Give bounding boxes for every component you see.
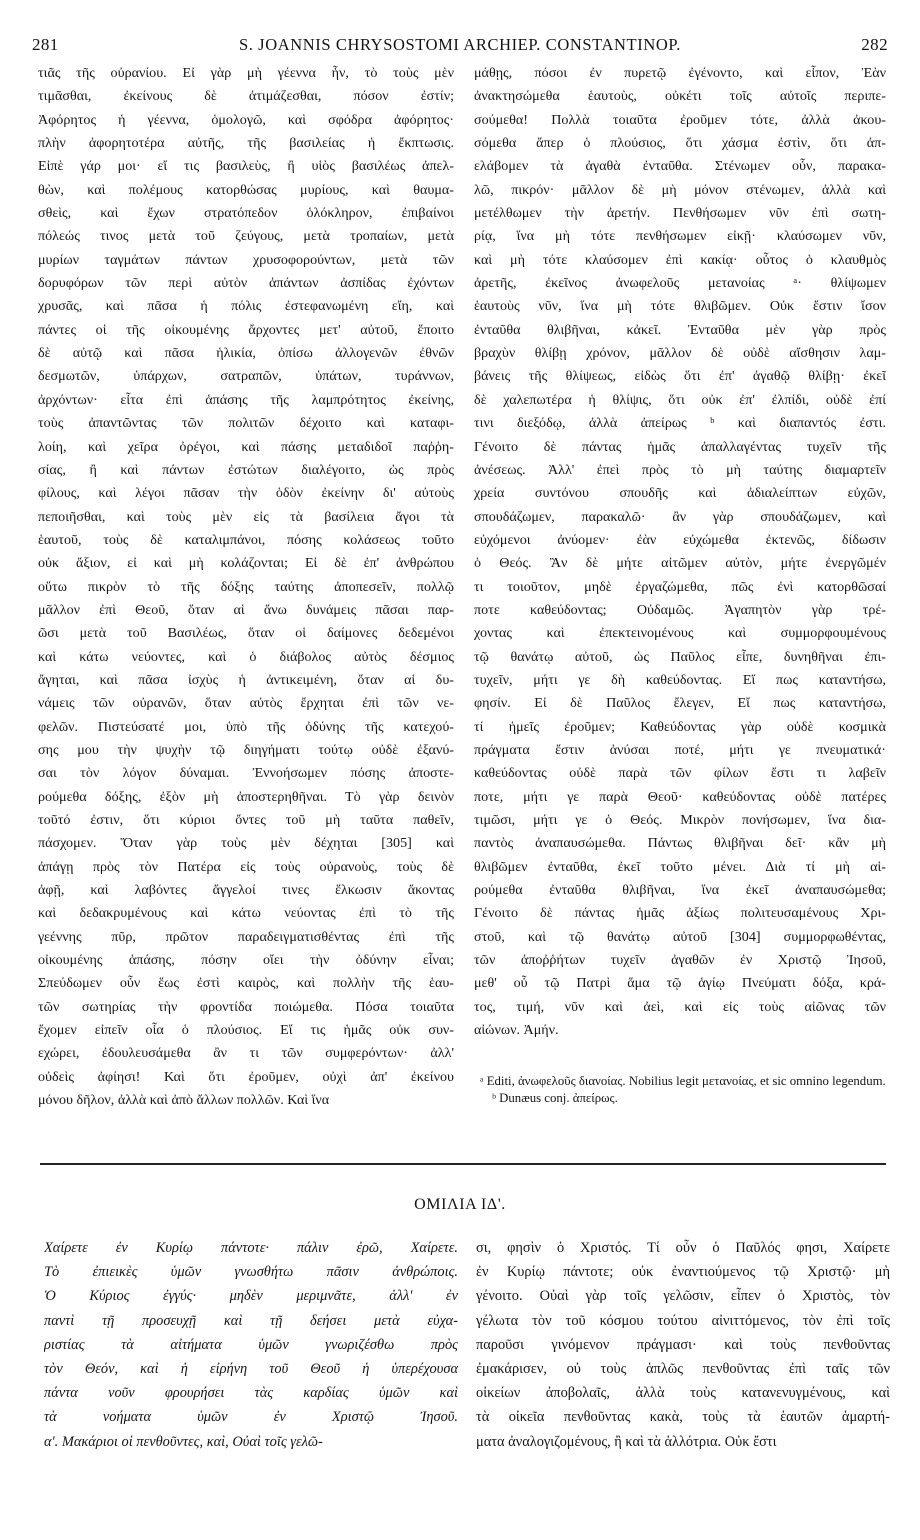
text-line: ἀνέσεως. Ἀλλ' ἐπεὶ πρὸς τὸ μὴ ταύτης διαμαρτεῖν [474,461,886,478]
text-line: καθεύδοντας οὐδὲ παρὰ τῶν φίλων ἔστι τι λαβεῖν [474,765,886,782]
text-line: πάσχομεν. Ὅταν γὰρ τοὺς μὲν δέχηται [305] καὶ [38,835,454,852]
text-line: λοίη, καὶ χεῖρα ὀρέγοι, καὶ πάσης μεταδιδοῖ παῤῥη- [38,438,454,455]
scripture-line: Χαίρετε ἐν Κυρίῳ πάντοτε· πάλιν ἐρῶ, Χαίρετε. [44,1240,458,1256]
text-line: ἀπάγῃ πρὸς τὸν Πατέρα εἰς τοὺς οὐρανοὺς, τοὺς δὲ [38,858,454,875]
text-line: μεθ' οὗ τῷ Πατρὶ ἅμα τῷ ἁγίῳ Πνεύματι δόξα, κρά- [474,975,886,992]
text-line: τῷ θανάτῳ αὐτοῦ, ὡς Παῦλος εἶπε, δυνηθῆναι ἐπι- [474,648,886,665]
text-line: τί ἡμεῖς ἐροῦμεν; Καθεύδοντας γὰρ οὐδὲ κοσμικὰ [474,718,886,735]
text-line: δορυφόρων τῶν περὶ αὐτὸν ἁπάντων ἀσπίδας ἐχόντων [38,275,454,292]
text-line: πλὴν ἀφορητοτέρα αὐτῆς, τῆς βασιλείας ἡ ἔκπτωσις. [38,135,454,152]
text-line: οὐδεὶς ἀφίησι! Καὶ ὅτι ἐροῦμεν, οὐχὶ ἀπ' ἐκείνου [38,1068,454,1085]
text-line: πάντες οἱ τῆς οἰκουμένης ἄρχοντες μετ' αὐτοῦ, ἕποιτο [38,321,454,338]
left-column [38,62,454,1112]
text-line: παντὸς ἀναπαυσώμεθα. Πάντως θλιβῆναι δεῖ· κἂν μὴ [474,835,886,852]
scripture-line: α'. Μακάριοι οἱ πενθοῦντες, καὶ, Οὐαὶ τοῖς γελῶ- [44,1433,323,1450]
text-line: οὕτω πικρὸν τὸ τῆς δόξης ταύτης ἀποπεσεῖν, πολλῷ [38,578,454,595]
text-line: βάνεις τῆς θλίψεως, εἰδὼς ὅτι ἐπ' ἀγαθῷ θλίβῃ· ἐκεῖ [474,368,886,385]
text-line: εχώρει, ἐδουλευσάμεθα ἂν τι τῶν συμφερόντων· ἀλλ' [38,1045,454,1062]
text-line: ρίᾳ, ἵνα μὴ τότε πενθήσωμεν εἰκῇ· κλαύσωμεν νῦν, [474,228,886,245]
text-line: ρούμεθα ἐνταῦθα θλιβῆναι, ἵνα ἐκεῖ ἀναπαυσώμεθα; [474,882,886,899]
text-line: βραχὺν θλίβῃ χρόνον, μᾶλλον δὲ οὐδὲ αἴσθησιν λαμ- [474,345,886,362]
text-line: Γένοιτο δὲ πάντας ἡμᾶς ἀξίως πολιτευσαμένους Χρι- [474,905,886,922]
text-line: ελάβομεν τὰ ἀγαθὰ ἐνταῦθα. Στένωμεν οὖν, παρακα- [474,158,886,175]
running-head [32,34,888,56]
text-line: δεσμωτῶν, ὑπάρχων, σατραπῶν, ὑπάτων, τυράννων, [38,368,454,385]
scripture-line: τὸν Θεόν, καὶ ἡ εἰρήνη τοῦ Θεοῦ ἡ ὑπερέχουσα [44,1361,458,1378]
commentary-line: σι, φησὶν ὁ Χριστός. Τί οὖν ὁ Παῦλός φησι, Χαίρετε [476,1240,890,1256]
text-line: θὼν, καὶ πολέμους κατορθώσας μυρίους, καὶ θαυμα- [38,181,454,198]
text-line: ρούμεθα δόξης, ἐξὸν μὴ ἀποστερηθῆναι. Τὸ γὰρ δεινὸν [38,788,454,805]
commentary-line: παροῦσι γινόμενον πράγμασι· καὶ τοὺς πενθοῦντας [476,1336,890,1353]
scripture-line: Τὸ ἐπιεικὲς ὑμῶν γνωσθήτω πᾶσιν ἀνθρώποις. [44,1264,458,1281]
text-line: τῶν ἀποῤῥήτων τυχεῖν ἀγαθῶν ἐν Χριστῷ Ἰησοῦ, [474,952,886,969]
text-line: δὲ αὐτῷ καὶ πᾶσα ἡλικία, ὀπίσω ἀλλογενῶν ἐθνῶν [38,345,454,362]
text-line: σόμεθα ἅπερ ὁ πλούσιος, ὅτι χάσμα ἐστὶν, ὅτι ἀπ- [474,135,886,152]
scripture-column [44,1236,458,1454]
text-line: καὶ μὴ τότε κλαύσομεν ἐπὶ κακίᾳ· οὗτος ὁ κλαυθμὸς [474,251,886,268]
text-line: οὐκ ἄξιον, εἰ καὶ μὴ κολάζονται; Εἰ δὲ ἐπ' ἀνθρώπου [38,555,454,572]
text-line: Σπεύδωμεν οὖν ἕως ἐστὶ καιρὸς, καὶ πολλὴν τῆς ἑαυ- [38,975,454,992]
text-line: αἰώνων. Ἀμήν. [474,1022,559,1039]
text-line: φίλους, καὶ λέγοι πᾶσαν τὴν ὁδὸν ἐκείνην δι' αὐτοὺς [38,485,454,502]
text-line: τιμᾶσθαι, ἐκείνους δὲ ἀτιμάζεσθαι, πόσον ἐστίν; [38,88,454,105]
text-line: μυρίων ταγμάτων πάντων χρυσοφορούντων, μετὰ τῶν [38,251,454,268]
text-line: τοῦτό ἐστιν, ὅτι κύριοι ὄντες τοῦ μὴ ταῦτα παθεῖν, [38,812,454,828]
text-line: καὶ κάτω νεύοντες, καὶ ὁ διάβολος αὐτὸς δέσμιος [38,648,454,665]
text-line: δὲ χαλεπωτέρα ἡ θλίψις, ὅτι οὐκ ἐπ' ἐλπίδι, οὐδὲ ἐπί [474,391,886,408]
text-line: γεέννης πῦρ, πρῶτον παραδειγματισθέντας ἐπὶ τῆς [38,928,454,945]
text-line: ποτε καθεύδοντας; Οὐδαμῶς. Ἀγαπητὸν γὰρ τρέ- [474,601,886,618]
text-line: φησίν. Εἰ δὲ Παῦλος ἔλεγεν, Εἴ πως καταντήσω, [474,695,886,712]
text-line: φελῶν. Πιστεύσατέ μοι, ὑπὸ τῆς ὀδύνης τῆς κατεχού- [38,718,454,735]
text-line: τος, τιμή, νῦν καὶ ἀεὶ, καὶ εἰς τοὺς αἰῶνας τῶν [474,998,886,1015]
text-line: τι τοιοῦτον, μηδὲ ἐργαζώμεθα, πῶς ἐνὶ κατορθῶσαί [474,578,886,595]
text-line: σης μου τὴν ψυχὴν τῷ διηγήματι τούτῳ οὐδὲ ἐξανύ- [38,741,454,758]
text-line: Εἰπὲ γάρ μοι· εἴ τις βασιλεὺς, ἢ υἱὸς βασιλέως ἀπελ- [38,158,454,175]
commentary-column [476,1236,890,1454]
text-line: Ἀφόρητος ἡ γέεννα, ὁμολογῶ, καὶ σφόδρα ἀφόρητος· [38,111,454,128]
text-line: ἄγηται, καὶ πᾶσα ἰσχὺς ἡ ἀντικειμένη, ὅταν αἱ δυ- [38,671,454,688]
commentary-line: οἰκείων ἀποβολαῖς, ἀλλὰ τοὺς κατανενυγμένους, καὶ [476,1385,890,1402]
text-line: τιᾶς τῆς οὐρανίου. Εἰ γὰρ μὴ γέεννα ἦν, τὸ τοὺς μὲν [38,65,454,81]
text-line: οἰκουμένης ἁπάσης, πόσην οἴει τὴν ὀδύνην εἶναι; [38,952,454,969]
text-line: τῶν σωτηρίας τὴν φροντίδα ποιώμεθα. Πόσα τοιαῦτα [38,998,454,1015]
text-line: ἀρχόντων· εἶτα ἐπὶ ἁπάσης τῆς λαμπρότητος ἐκείνης, [38,391,454,408]
footnote-b: ᵇ Dunæus conj. ἀπείρως. [492,1091,618,1105]
text-line: σθεὶς, καὶ ἔχων στρατόπεδον ὁλόκληρον, ἐπιβαίνοι [38,205,454,222]
commentary-line: γέλωτα τὸν τοῦ κόσμου τούτου αἰνιττόμενος, τὸν ἐπὶ τοῖς [476,1312,890,1329]
text-line: ὁ Θεός. Ἂν δὲ μήτε αἰτῶμεν αὐτὸν, μήτε ἐνεργῶμέν [474,555,886,572]
page-number-right: 282 [861,35,888,54]
commentary-line: ἐμακάρισεν, οὐ τοὺς ἁπλῶς πενθοῦντας ἐπὶ ταῖς τῶν [476,1361,890,1378]
text-line: μετέλθωμεν τὴν ἀρετήν. Πενθήσωμεν νῦν ἐπὶ σωτη- [474,205,886,222]
text-line: θλιβῶμεν ἐνταῦθα, ἐκεῖ τοῦτο μένει. Διὰ τί μὴ αἱ- [474,858,886,875]
text-line: Γένοιτο δὲ πάντας ἡμᾶς ἀπαλλαγέντας τυχεῖν τῆς [474,438,886,455]
text-line: τοὺς ἀπαντῶντας τῶν πολιτῶν δέχοιτο καὶ καταφι- [38,415,454,432]
right-column [474,62,886,1042]
text-line: ῶσι μετὰ τοῦ Βασιλέως, ὅταν οἱ δαίμονες δεδεμένοι [38,625,454,642]
scripture-line: Ὁ Κύριος ἐγγύς· μηδὲν μεριμνᾶτε, ἀλλ' ἐν [44,1288,458,1305]
text-line: στοῦ, καὶ τῷ θανάτῳ αὐτοῦ [304] συμμορφωθέντας, [474,928,886,945]
text-line: χρυσᾶς, καὶ πᾶσα ἡ πόλις ἐστεφανωμένη εἴη, καὶ [38,298,454,315]
text-line: χοντας καὶ ἐπεκτεινομένους καὶ συμμορφουμένους [474,625,886,642]
text-line: σπουδάζωμεν, παρακαλῶ· ἂν γὰρ σπουδάζωμεν, καὶ [474,508,886,525]
commentary-line: τὰ οἰκεῖα πενθοῦντας κακὰ, τοὺς τὰ ἑαυτῶν ἁμαρτή- [476,1409,890,1426]
text-line: μᾶλλον ἐπὶ Θεοῦ, ὅταν αἱ ἄνω δυνάμεις πᾶσαι παρ- [38,601,454,618]
text-line: χρεία συντόνου σπουδῆς καὶ ἀδιαλείπτων εὐχῶν, [474,485,886,502]
text-line: σαι τὸν λόγον δύναμαι. Ἐννοήσωμεν πόσης ἀποστε- [38,765,454,782]
text-line: σούμεθα! Πολλὰ τοιαῦτα ἐροῦμεν τότε, ἀλλὰ ἀκου- [474,111,886,128]
text-line: νάμεις τῶν οὐρανῶν, ὅταν αὐτὸς ἔρχηται ἐπὶ τῶν νε- [38,695,454,712]
text-line: καὶ δεδακρυμένους καὶ κάτω νεύοντας ἐπὶ τὸ τῆς [38,905,454,922]
commentary-line: γένοιτο. Οὐαὶ γὰρ τοῖς γελῶσιν, εἶπεν ὁ Χριστὸς, τὸν [476,1288,890,1305]
scripture-line: τὰ νοήματα ὑμῶν ἐν Χριστῷ Ἰησοῦ. [44,1409,458,1426]
footnotes [480,1073,890,1107]
text-line: τινι διεξόδῳ, ἀλλὰ ἀπείρως ᵇ καὶ διαπαντός ἐστι. [474,415,886,432]
text-line: τιμῶσι, μήτι γε ὁ Θεός. Μικρὸν πονήσωμεν, ἵνα δια- [474,812,886,828]
running-title: S. JOANNIS CHRYSOSTOMI ARCHIEP. CONSTANTINOP. [238,35,682,54]
text-line: τυχεῖν, μήτι γε δὴ καθεύδοντας. Εἴ πως καταντήσω, [474,671,886,688]
text-line: σίας, ἢ καὶ πάντων ἐστώτων διαλέγοιτο, ὡς πρὸς [38,461,454,478]
commentary-line: ἐν Κυρίῳ πάντοτε; οὐκ ἐναντιούμενος τῷ Χριστῷ· μὴ [476,1264,890,1281]
text-line: πράγματα ἔστιν ἀνύσαι ποτέ, μήτι γε πνευματικά· [474,741,886,758]
section-divider [40,1163,886,1165]
text-line: ἑαυτοὺς νῦν, ἵνα μὴ τότε θλιβῶμεν. Οὐκ ἔστιν ἴσον [474,298,886,315]
text-line: ἀφῇ, καὶ λαβόντες ἄγγελοί τινες ἕλκωσιν ἄκοντας [38,882,454,899]
text-line: μάθῃς, πόσοι ἐν πυρετῷ ἐγένοντο, καὶ εἶπον, Ἐὰν [474,65,886,81]
commentary-line: ματα ἀναλογιζομένους, ἢ καὶ τὰ ἀλλότρια. Οὐκ ἔστι [476,1433,777,1450]
text-line: ἀνακτησώμεθα ἑαυτοὺς, οὐκέτι τοῖς αὐτοῖς περιπε- [474,88,886,105]
scripture-line: παντὶ τῇ προσευχῇ καὶ τῇ δεήσει μετὰ εὐχα- [44,1312,458,1329]
text-line: εὐχόμενοι ἀνύομεν· ἐὰν εὐχώμεθα ἐκτενῶς, δίδωσιν [474,531,886,548]
text-line: ἔχομεν εἰπεῖν οἷα ὁ πλούσιος. Εἴ τις ἡμᾶς οὐκ συν- [38,1022,454,1039]
scripture-line: ριστίας τὰ αἰτήματα ὑμῶν γνωριζέσθω πρὸς [44,1336,458,1353]
text-line: ποτε, μήτι γε παρὰ Θεοῦ· καθεύδοντας οὐδὲ πατέρες [474,788,886,805]
text-line: ἑαυτοῦ, τοὺς δὲ καταλιμπάνοι, πόσης κολάσεως τοῦτο [38,531,454,548]
page-number-left: 281 [32,35,59,54]
text-line: λῶ, πικρόν· μᾶλλον δὲ μὴ μόνον στένωμεν, ἀλλὰ καὶ [474,181,886,198]
text-line: ἐνταῦθα θλιβῆναι, κἀκεῖ. Ἐνταῦθα μὲν γὰρ πρὸς [474,321,886,338]
text-line: πεποιῆσθαι, καὶ τοὺς μὲν εἰς τὰ βασίλεια ἄγοι τὰ [38,508,454,525]
text-line: μόνου δῆλον, ἀλλὰ καὶ ἀπὸ ἄλλων πολλῶν. Καὶ ἵνα [38,1092,330,1109]
text-line: ἀρετῆς, ἐκεῖνος ἀνωφελοῦς μετανοίας ᵃ· θλίψωμεν [474,275,886,292]
scripture-line: πάντα νοῦν φρουρήσει τὰς καρδίας ὑμῶν καὶ [44,1385,458,1402]
text-line: πόλεώς τινος μετὰ τοῦ ζεύγους, μετὰ τροπαίων, μετὰ [38,228,454,245]
footnote-a: ᵃ Editi, ἀνωφελοῦς διανοίας. Nobilius legit μετανοίας, et sic omnino legendum. [480,1074,886,1088]
homily-title: ΟΜΙΛΙΑ ΙΔ'. [414,1196,506,1213]
